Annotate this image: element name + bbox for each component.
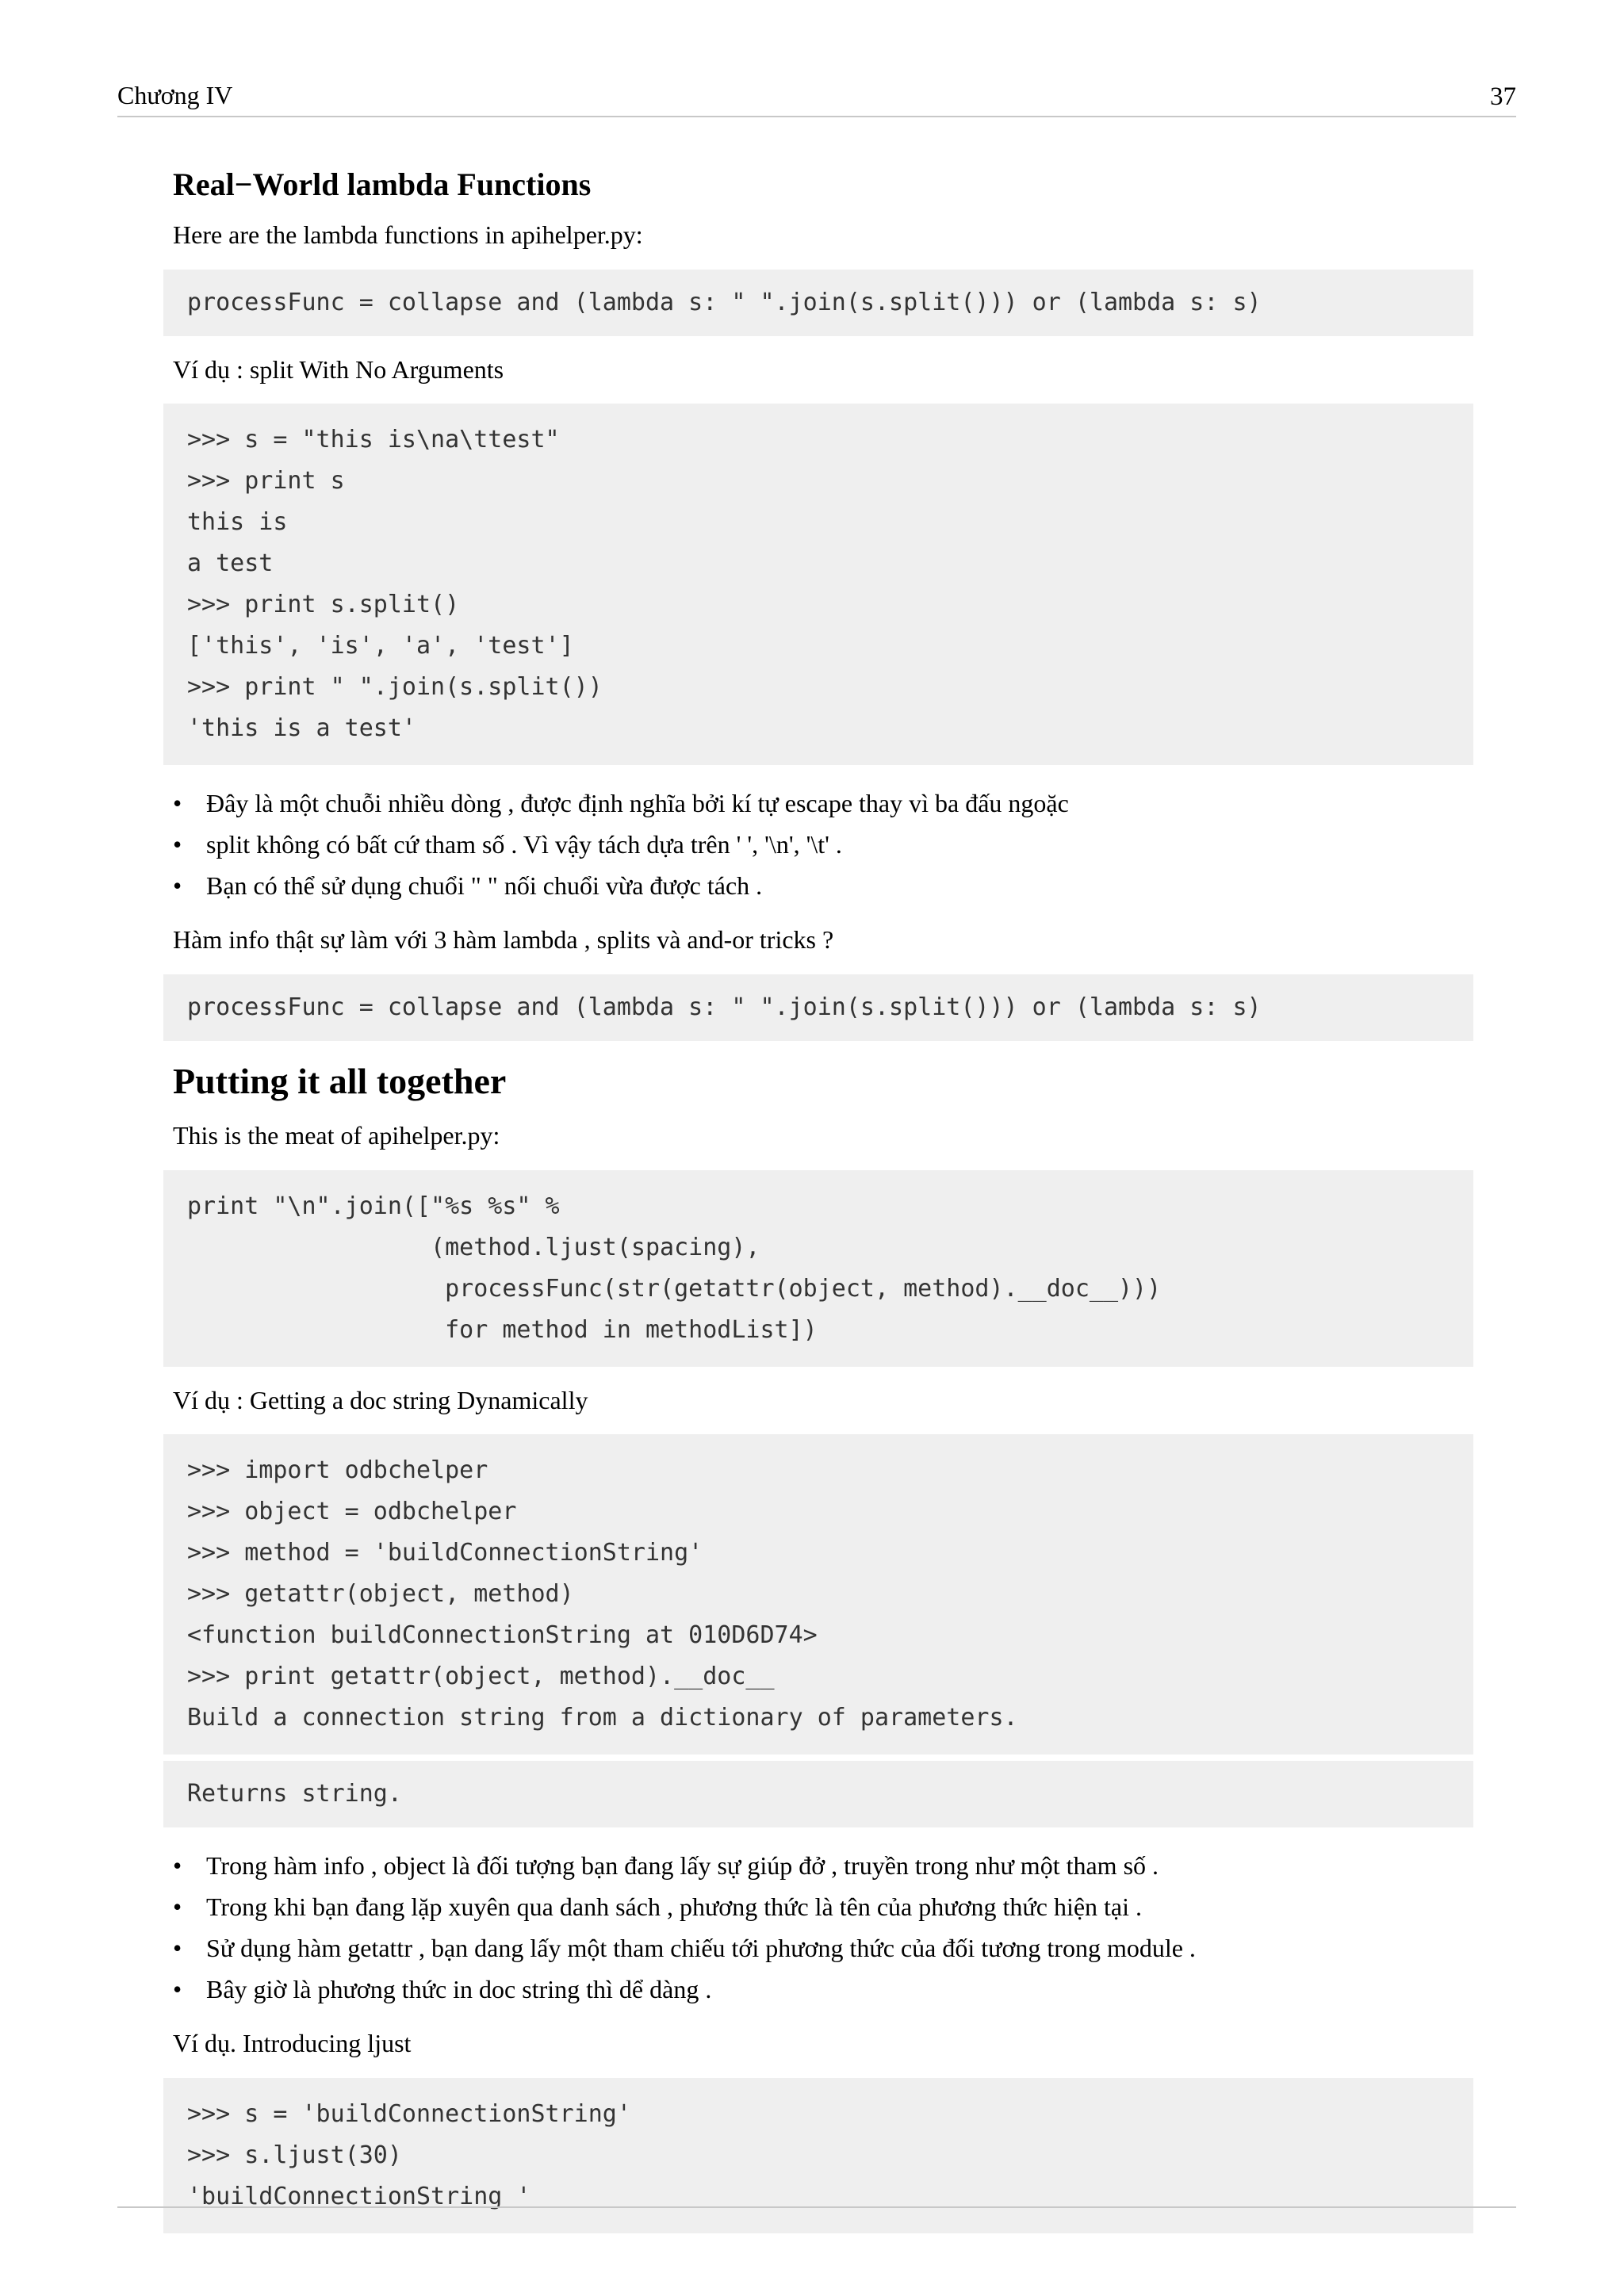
chapter-title: Chương IV: [117, 81, 233, 109]
code-block-getattr-example: >>> import odbchelper >>> object = odbchelper >>> method = 'buildConnectionString' >>> getattr(object, method) <function buildConnectionString at 010D6D74> >>> print getattr(object, method).__doc__ Build a connection string from a dictionary of parameters.: [163, 1434, 1473, 1755]
code-block-processfunc-repeat: processFunc = collapse and (lambda s: " ".join(s.split())) or (lambda s: s): [163, 974, 1473, 1041]
list-item: • Trong khi bạn đang lặp xuyên qua danh sách , phương thức là tên của phương thức hiện tại .: [173, 1886, 1473, 1927]
code-block-apihelper-meat: print "\n".join(["%s %s" % (method.ljust(spacing), processFunc(str(getattr(object, method).__doc__))) for method in methodList]): [163, 1170, 1473, 1367]
list-item: • split không có bất cứ tham số . Vì vậy tách dựa trên ' ', '\n', '\t' .: [173, 824, 1473, 865]
lambda-summary-paragraph: Hàm info thật sự làm với 3 hàm lambda , splits và and-or tricks ?: [173, 925, 834, 955]
running-header: [117, 78, 1516, 117]
code-block-ljust-example: >>> s = 'buildConnectionString' >>> s.ljust(30) 'buildConnectionString ': [163, 2078, 1473, 2233]
page-number: 37: [1490, 82, 1516, 111]
example-label-split: Ví dụ : split With No Arguments: [173, 354, 504, 384]
code-block-split-example: >>> s = "this is\na\ttest" >>> print s this is a test >>> print s.split() ['this', 'is', 'a', 'test'] >>> print " ".join(s.split()) 'this is a test': [163, 404, 1473, 765]
list-item: • Bạn có thể sử dụng chuổi " " nối chuổi vừa được tách .: [173, 865, 1473, 906]
together-intro-paragraph: This is the meat of apihelper.py:: [173, 1121, 500, 1150]
section-title-real-world-lambda: Real−World lambda Functions: [173, 166, 592, 202]
example-label-doc-string: Ví dụ : Getting a doc string Dynamically: [173, 1385, 588, 1414]
example-label-ljust: Ví dụ. Introducing ljust: [173, 2029, 412, 2058]
bullet-list-info-notes: [173, 1845, 1473, 2010]
page-content: [173, 165, 1473, 2251]
bullet-list-split-notes: [173, 783, 1473, 906]
lambda-intro-paragraph: Here are the lambda functions in apihelper.py:: [173, 220, 643, 249]
code-block-returns-string: Returns string.: [163, 1761, 1473, 1827]
list-item: • Bây giờ là phương thức in doc string thì dể dàng .: [173, 1969, 1473, 2010]
list-item: • Trong hàm info , object là đối tượng bạn đang lấy sự giúp đở , truyền trong như một tham số .: [173, 1845, 1473, 1886]
list-item: • Sử dụng hàm getattr , bạn dang lấy một tham chiếu tới phương thức của đối tương trong module .: [173, 1927, 1473, 1969]
list-item: • Đây là một chuỗi nhiều dòng , được định nghĩa bởi kí tự escape thay vì ba đấu ngoặc: [173, 783, 1473, 824]
code-block-processfunc: processFunc = collapse and (lambda s: " ".join(s.split())) or (lambda s: s): [163, 270, 1473, 336]
footer-divider: [117, 2206, 1516, 2208]
section-title-putting-together: Putting it all together: [173, 1060, 507, 1101]
